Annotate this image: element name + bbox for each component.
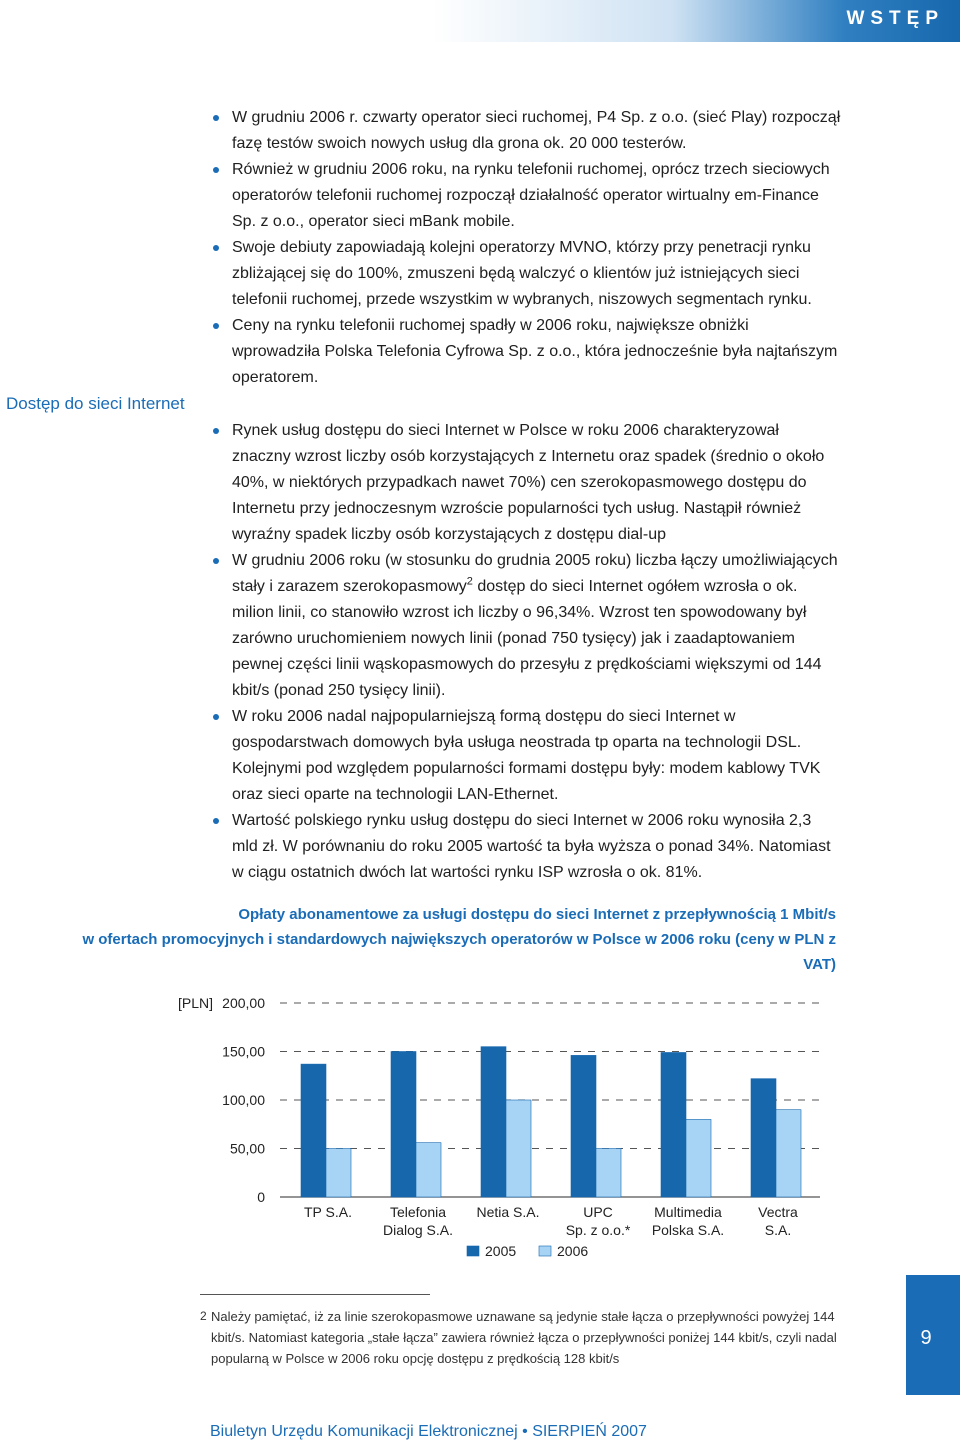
y-tick-label: 150,00 — [222, 1043, 265, 1060]
bars — [301, 1047, 801, 1197]
legend-label: 2005 — [485, 1243, 517, 1259]
bar-2006 — [596, 1149, 621, 1198]
intro-bullet-list — [213, 105, 841, 391]
page-number: 9 — [920, 1327, 932, 1349]
category-label: Polska S.A. — [651, 1222, 725, 1238]
footnote-divider — [200, 1294, 430, 1295]
category-label: Multimedia — [654, 1204, 722, 1220]
section-tab — [760, 0, 960, 42]
footnote-text: Należy pamiętać, iż za linie szerokopasmowe uznawane są jedynie stałe łącza o przepływności powyżej 144 kbit/s. Natomiast kategoria „stałe łącza” zawiera również łącza o przepływności poniżej 144 kbit/s, czyli nadal popularną w Polsce w 2006 roku opcję dostępu z prędkością 128 kbit/s — [211, 1309, 837, 1366]
list-item: Swoje debiuty zapowiadają kolejni operatorzy MVNO, którzy przy penetracji rynku zbliżającej się do 100%, zmuszeni będą walczyć o klientów już istniejących sieci telefonii ruchomej, przede wszystkim w wybranych, niszowych segmentach rynku. — [213, 235, 841, 313]
bar-2006 — [416, 1143, 441, 1197]
chart-title — [60, 902, 836, 977]
footnote-ref: 2 — [466, 575, 473, 588]
footnote-number: 2 — [200, 1309, 207, 1323]
page-number-block — [906, 1275, 960, 1395]
chart-title-line: Opłaty abonamentowe za usługi dostępu do sieci Internet z przepływnością 1 Mbit/s — [238, 906, 836, 923]
list-item: Również w grudniu 2006 roku, na rynku telefonii ruchomej, oprócz trzech sieciowych operatorów telefonii ruchomej rozpoczął działalność operator wirtualny em-Finance Sp. z o.o., operator sieci mBank mobile. — [213, 157, 841, 235]
y-tick-label: 0 — [257, 1189, 265, 1205]
y-tick-label: 100,00 — [222, 1092, 265, 1108]
category-labels — [304, 1204, 798, 1238]
grid-lines — [280, 1003, 820, 1197]
category-label: Sp. z o.o.* — [565, 1222, 631, 1238]
axis-labels — [178, 995, 265, 1205]
bar-2005 — [661, 1052, 686, 1197]
category-label: Netia S.A. — [476, 1204, 540, 1220]
bar-2006 — [506, 1100, 531, 1197]
list-item: W grudniu 2006 r. czwarty operator sieci ruchomej, P4 Sp. z o.o. (sieć Play) rozpoczął fazę testów swoich nowych usług dla grona ok. 20 000 testerów. — [213, 105, 841, 157]
category-label: Vectra — [758, 1204, 798, 1220]
chart-title-line: w ofertach promocyjnych i standardowych największych operatorów w Polsce w 2006 roku (ceny w PLN z VAT) — [82, 931, 836, 973]
bar-2005 — [391, 1052, 416, 1198]
y-tick-label: 200,00 — [222, 995, 265, 1011]
legend-swatch — [467, 1246, 479, 1256]
bullet-text: dostęp do sieci Internet ogółem wzrosła o ok. milion linii, co stanowiło wzrost ich liczby o 96,34%. Wzrost ten spowodowany był zarówno uruchomieniem nowych linii (ponad 750 tysięcy) jak i zaadaptowaniem pewnej części linii wąskopasmowych do przesyłu z prędkościami większymi od 144 kbit/s (ponad 250 tysięcy linii). — [232, 578, 822, 699]
list-item: Rynek usług dostępu do sieci Internet w Polsce w roku 2006 charakteryzował znaczny wzrost liczby osób korzystających z Internetu oraz spadek (średnio o około 40%, w niektórych przypadkach nawet 70%) cen szerokopasmowego dostępu do Internetu przy jednoczesnym wzroście popularności tych usług. Nastąpił również wyraźny spadek liczby osób korzystających z dostępu dial-up — [213, 418, 841, 548]
bar-2005 — [301, 1064, 326, 1197]
y-axis-label: [PLN] — [178, 995, 214, 1011]
legend-swatch — [539, 1246, 551, 1256]
footnote — [200, 1306, 840, 1369]
bar-2006 — [326, 1149, 351, 1198]
category-label: Telefonia — [389, 1204, 447, 1220]
legend-label: 2006 — [557, 1243, 589, 1259]
list-item — [213, 548, 841, 704]
category-label: Dialog S.A. — [382, 1222, 454, 1238]
category-label: TP S.A. — [304, 1204, 352, 1220]
bar-2006 — [686, 1119, 711, 1197]
bar-chart — [0, 970, 960, 1270]
list-item: Wartość polskiego rynku usług dostępu do sieci Internet w 2006 roku wynosiła 2,3 mld zł. W porównaniu do roku 2005 wartość ta była wyższa o ponad 34%. Natomiast w ciągu ostatnich dwóch lat wartości rynku ISP wzrosła o ok. 81%. — [213, 808, 841, 886]
footer-text: Biuletyn Urzędu Komunikacji Elektronicznej • SIERPIEŃ 2007 — [210, 1423, 647, 1440]
bar-2005 — [751, 1079, 776, 1197]
section-title: WSTĘP — [846, 8, 944, 29]
category-label: UPC — [583, 1204, 613, 1220]
y-tick-label: 50,00 — [229, 1140, 265, 1157]
internet-bullet-list — [213, 418, 841, 886]
bullet-text: W grudniu 2006 roku (w stosunku do grudnia 2005 roku) liczba łączy umożliwiających stały i zarazem szerokopasmowy — [232, 552, 838, 595]
chart-legend — [467, 1243, 588, 1259]
bar-2006 — [776, 1110, 801, 1197]
bar-2005 — [571, 1055, 596, 1197]
section-heading: Dostęp do sieci Internet — [6, 394, 185, 413]
list-item: Ceny na rynku telefonii ruchomej spadły w 2006 roku, największe obniżki wprowadziła Polska Telefonia Cyfrowa Sp. z o.o., która jednocześnie była najtańszym operatorem. — [213, 313, 841, 391]
list-item: W roku 2006 nadal najpopularniejszą formą dostępu do sieci Internet w gospodarstwach domowych była usługa neostrada tp oparta na technologii DSL. Kolejnymi pod względem popularności formami dostępu były: modem kablowy TVK oraz sieci oparte na technologii LAN-Ethernet. — [213, 704, 841, 808]
bar-2005 — [481, 1047, 506, 1197]
category-label: S.A. — [764, 1222, 792, 1238]
